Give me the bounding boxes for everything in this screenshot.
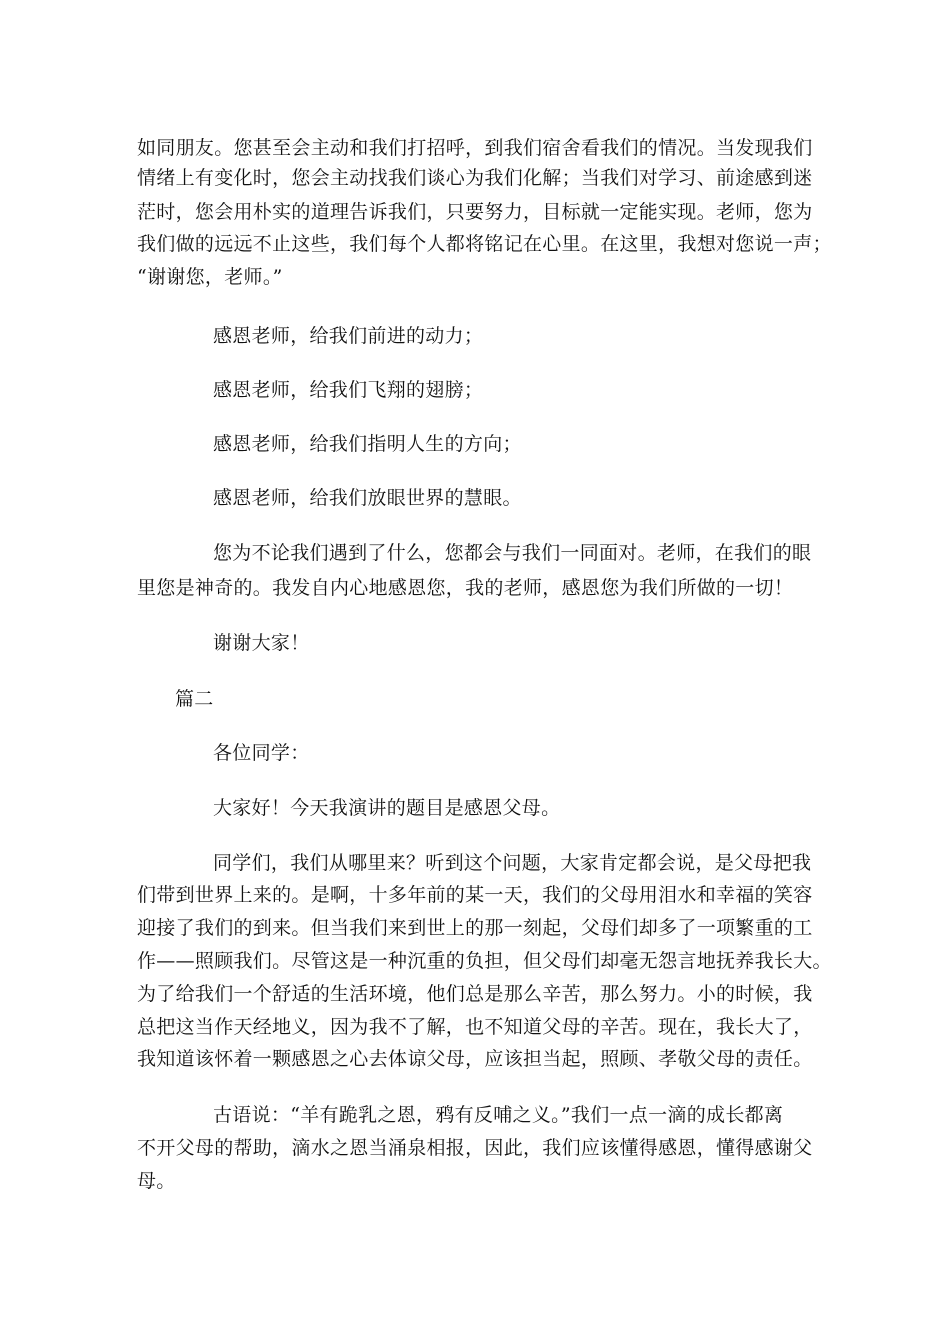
paragraph-1-line: 茫时，您会用朴实的道理告诉我们，只要努力，目标就一定能实现。老师，您为 xyxy=(137,201,813,223)
paragraph-3-line: 迎接了我们的到来。但当我们来到世上的那一刻起，父母们却多了一项繁重的工 xyxy=(137,917,813,939)
thanks-line: 谢谢大家！ xyxy=(213,632,310,654)
paragraph-2-line: 您为不论我们遇到了什么，您都会与我们一同面对。老师，在我们的眼 xyxy=(213,542,812,564)
paragraph-3-line: 总把这当作天经地义，因为我不了解，也不知道父母的辛苦。现在，我长大了， xyxy=(137,1016,813,1038)
greeting: 大家好！今天我演讲的题目是感恩父母。 xyxy=(213,797,561,819)
paragraph-1-line: 我们做的远远不止这些，我们每个人都将铭记在心里。在这里，我想对您说一声； xyxy=(137,233,832,255)
paragraph-3-line: 同学们，我们从哪里来？听到这个问题，大家肯定都会说，是父母把我 xyxy=(213,852,812,874)
paragraph-3-line: 我知道该怀着一颗感恩之心去体谅父母，应该担当起，照顾、孝敬父母的责任。 xyxy=(137,1048,813,1070)
paragraph-3-line: 为了给我们一个舒适的生活环境，他们总是那么辛苦，那么努力。小的时候，我 xyxy=(137,983,813,1005)
paragraph-4-line: 古语说：“羊有跪乳之恩，鸦有反哺之义。”我们一点一滴的成长都离 xyxy=(213,1104,784,1126)
paragraph-3-line: 们带到世界上来的。是啊，十多年前的某一天，我们的父母用泪水和幸福的笑容 xyxy=(137,884,813,906)
paragraph-2-line: 里您是神奇的。我发自内心地感恩您，我的老师，感恩您为我们所做的一切！ xyxy=(137,577,794,599)
gratitude-line: 感恩老师，给我们飞翔的翅膀； xyxy=(213,379,484,401)
paragraph-1-line: 如同朋友。您甚至会主动和我们打招呼，到我们宿舍看我们的情况。当发现我们 xyxy=(137,137,813,159)
paragraph-4-line: 母。 xyxy=(137,1170,176,1192)
paragraph-1-line: “谢谢您，老师。” xyxy=(137,266,283,288)
section-heading: 篇二 xyxy=(175,688,214,710)
gratitude-line: 感恩老师，给我们指明人生的方向； xyxy=(213,433,522,455)
paragraph-4-line: 不开父母的帮助，滴水之恩当涌泉相报，因此，我们应该懂得感恩，懂得感谢父 xyxy=(137,1137,813,1159)
gratitude-line: 感恩老师，给我们前进的动力； xyxy=(213,325,484,347)
paragraph-3-line: 作——照顾我们。尽管这是一种沉重的负担，但父母们却毫无怨言地抚养我长大。 xyxy=(137,950,832,972)
salutation: 各位同学： xyxy=(213,742,310,764)
paragraph-1-line: 情绪上有变化时，您会主动找我们谈心为我们化解；当我们对学习、前途感到迷 xyxy=(137,167,813,189)
gratitude-line: 感恩老师，给我们放眼世界的慧眼。 xyxy=(213,487,522,509)
